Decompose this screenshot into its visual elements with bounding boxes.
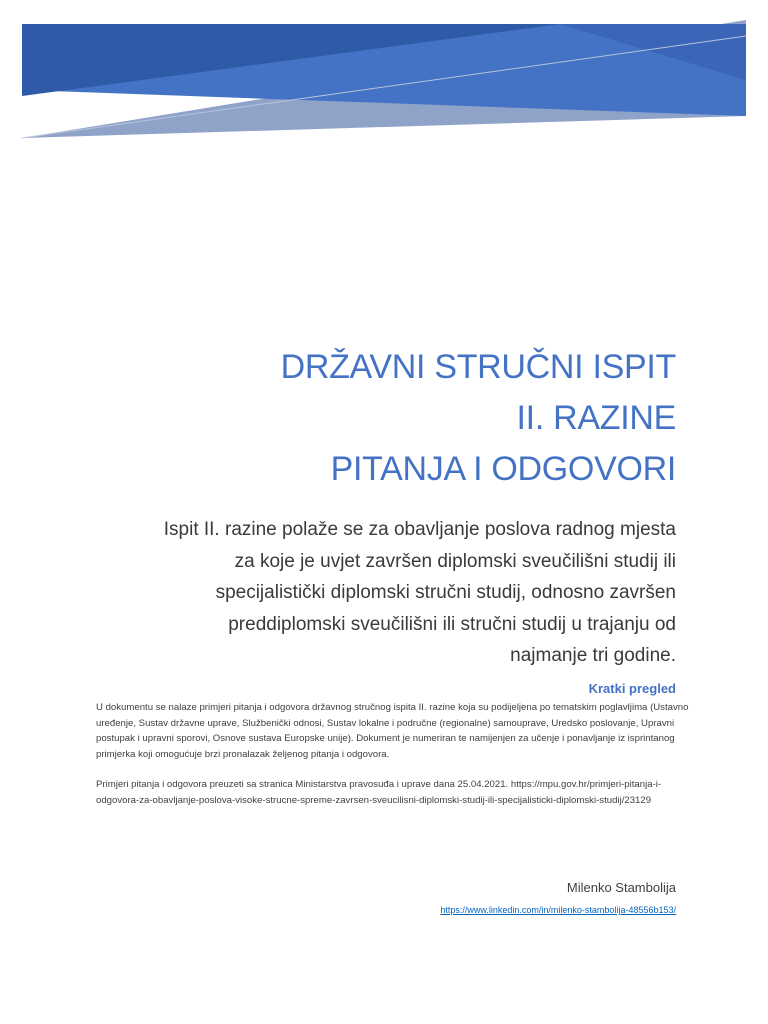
title-line-2: II. RAZINE (516, 399, 676, 437)
title-line-3: PITANJA I ODGOVORI (330, 450, 676, 488)
abstract-heading: Kratki pregled (588, 681, 676, 696)
abstract-body (96, 700, 696, 824)
author-name: Milenko Stambolija (566, 880, 676, 895)
title-line-1: DRŽAVNI STRUČNI ISPIT (280, 348, 676, 386)
abstract-paragraph-2: Primjeri pitanja i odgovora preuzeti sa stranica Ministarstva pravosuđa i uprave dana 25.04.2021. https://mpu.gov.hr/primjeri-pitanja-i-odgovora-za-obavljanje-poslova-visoke-strucne-spreme-zavrsen-sveucilisni-diplomski-studij-ili-specijalisticki-diplomski-studij/23129 (96, 779, 662, 806)
abstract-paragraph-1: U dokumentu se nalaze primjeri pitanja i odgovora državnog stručnog ispita II. razine koja su podijeljena po tematskim poglavljima (Ustavno uređenje, Sustav državne uprave, Službenički odnosi, Sustav lokalne i područne (regionalne) samouprave, Uredsko poslovanje, Upravni postupak i upravni sporovi, Osnove sustava Europske unije). Dokument je numeriran te namijenjen za učenje i ponavljanje iz isprintanog primjerka koji omogućuje brzi pronalazak željenog pitanja i odgovora. (96, 702, 689, 760)
document-subtitle: Ispit II. razine polaže se za obavljanje poslova radnog mjesta za koje je uvjet završen diplomski sveučilišni studij ili specijalistički diplomski stručni studij, odnosno završen preddiplomski sveučilišni ili stručni studij u trajanju od najmanje tri godine. (163, 519, 676, 666)
document-title (281, 342, 676, 495)
header-banner (0, 0, 768, 150)
author-linkedin-link[interactable]: https://www.linkedin.com/in/milenko-stambolija-48556b153/ (440, 905, 676, 915)
